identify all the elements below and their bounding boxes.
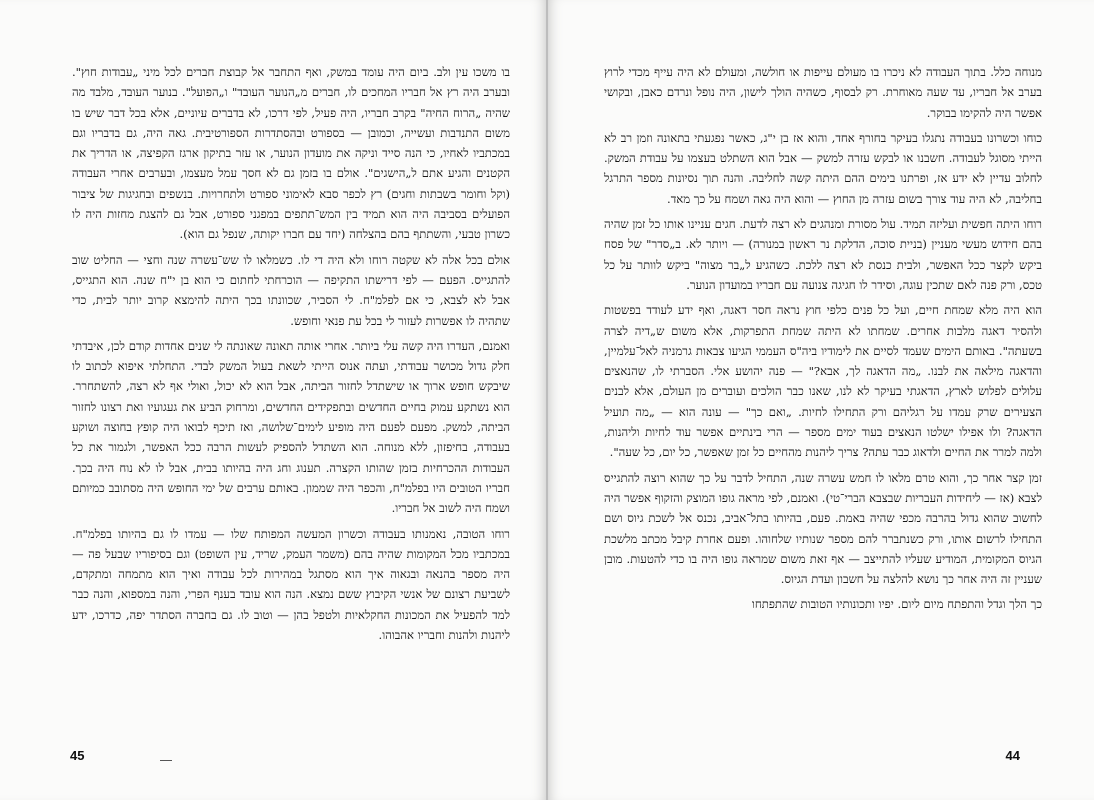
right-page (548, 0, 1094, 800)
left-page-text (72, 62, 510, 650)
left-page (0, 0, 546, 800)
paragraph: רוחו היתה חפשית ועליזה תמיד. עול מסורת ומנהגים לא רצה לדעת. חגים עניינו אותו כל זמן שהיה בהם חידוש מעשי מעניין (בניית סוכה, הדלקת נר ראשון במנורה) — ויותר לא. ב„סדר" של פסח ביקש לקצר ככל האפשר, ולבית כנסת לא רצה ללכת. כשהגיע ל„בר מצוה" ביקש לוותר על כל טכס, ורק פנה לאם שתכין עוגה, וסידר לו חגיגה צנועה עם חבריו במועדון הנוער. (604, 217, 1042, 292)
page-number: 44 (1005, 748, 1020, 763)
paragraph: זמן קצר אחר כך, והוא טרם מלאו לו חמש עשרה שנה, התחיל לדבר על כך שהוא רוצה להתגייס לצבא (אז — ליחידות העבריות שבצבא הברי־טי). ואמנם, לפי מראה גופו המוצק והזקוף אפשר היה לחשוב שהוא גדול בהרבה מכפי שהיה באמת. פעם, בהיותו בתל־אביב, נכנס אל לשכת גיוס ושם התחילו לרשום אותו, ורק כשנתברר להם מספר שנותיו שלחוהו. ופעם אחרת קיבל מכתב מלשכת הגיוס המקומית, המודיע שעליו להתייצב — אף זאת משום שמראה גופו היה בו כדי להטעות. מובן שעניין זה היה אחר כך נושא להלצה על חשבון ועדת הגיוס. (604, 470, 1042, 587)
paragraph: אולם בכל אלה לא שקטה רוחו ולא היה די לו. כשמלאו לו שש־עשרה שנה וחצי — החליט שוב להתגייס. הפעם — לפי דרישתו התקיפה — הוכרחתי לחתום כי הוא בן י"ח שנה. הוא התגייס, אבל לא לצבא, כי אם לפלמ"ח. לי הסביר, שכוונתו בכך היתה להימצא קרוב יותר לבית, כדי שתהיה לו אפשרות לעזור לי בכל עת פנאי וחופש. (72, 252, 510, 328)
paragraph: ואמנם, העדרו היה קשה עלי ביותר. אחרי אותה תאונה שאונתה לי שנים אחדות קודם לכן, איבדתי חלק גדול מכושר עבודתי, ועתה אנוס הייתי לשאת בעול המשק לבדי. התחלתי איפוא לכתוב לו שיבקש חופש ארוך או שישתדל לחזור הביתה, אבל הוא לא יכול, ואולי אף לא רצה, להשתחרר. הוא נשתקע עמוק בחיים החדשים ובתפקידים החדשים, ומרחוק הביע את געגועיו ואת רצונו לחזור הביתה, למשק. מפעם לפעם היה מופיע לימים־שלושה, ואז תיכף לבואו היה קופץ בחוצה ושוקע בעבודה, בחיפזון, ללא מנוחה. הוא השתדל להספיק לעשות הרבה ככל האפשר, ולגמור את כל העבודות ההכרחיות בזמן שהותו הקצרה. תענוג וחג היה בהיותו בבית, אבל לו לא נוח היה בכך. חבריו הטובים היו בפלמ"ח, והכפר היה שממון. באותם ערבים של ימי החופש היה מסתובב כמיותם ושמח היה לשוב אל חבריו. (72, 338, 510, 516)
right-page-text (604, 62, 1042, 620)
paragraph: כוחו וכשרונו בעבודה נתגלו בעיקר בחורף אחד, והוא אז בן י"ג, כאשר נפגעתי בתאונה וזמן רב לא הייתי מסוגל לעבודה. חשבנו או לבקש עזרה למשק — אבל הוא השתלט בעצמו על עבודת המשק. לחלוב עדיין לא ידע אז, ופרתנו בימים ההם היתה קשה לחליבה. והנה תוך נסיונות מספר התרגל בחליבה, לא היה עוד צורך בשום עזרה מן החוץ — והוא היה גאה ושמח על כך מאד. (604, 130, 1042, 206)
page-number: 45 (70, 748, 85, 763)
paragraph: כך הלך וגדל והתפתח מיום ליום. יפיו ותכונותיו הטובות שהתפתחו (751, 597, 1042, 612)
paragraph: הוא היה מלא שמחת חיים, ועל כל פנים כלפי חוץ נראה חסר דאגה, ואף ידע לעודד בפשטות ולהסיר דאגה מלבות אחרים. שמחתו לא היתה שמחת התפרקות, אלא משום ש„דיה לצרה בשעתה". באותם הימים שעמד לסיים את לימודיו ביה"ס העממי הגיעו צבאות גרמניה לאל־עלמיין, והדאגה מילאה את לבנו. „מה הדאגה לך, אבא?" — פנה יהושע אלי. הסברתי לו, שהנאצים עלולים לפלוש לארץ, הדאגתי בעיקר לא לנו, שאנו כבר הולכים ועוברים מן העולם, אלא לבנים הצעירים שרק עמדו על רגליהם ורק התחילו לחיות. „ואם כך" — עונה הוא — „מה תועיל הדאגה? ולו אפילו ישלטו הנאצים בעוד ימים מספר — הרי בינתיים אפשר עוד לחיות וליהנות, ולמה למרר את החיים ולדאוג כבר עתה? צריך ליהנות מהחיים כל זמן שאפשר, כל יום, כל שעה". (604, 303, 1042, 460)
paragraph: מנוחה כלל. בתוך העבודה לא ניכרו בו מעולם עייפות או חולשה, ומעולם לא היה עייף מכדי לרוץ בערב אל חבריו, עד שעה מאוחרת. רק לבסוף, כשהיה הולך לישון, היה נופל ונרדם כאבן, ובקושי אפשר היה להקימו בבוקר. (604, 65, 1042, 120)
divider-mark (160, 760, 172, 761)
paragraph: בו משכו עין ולב. ביום היה עומד במשק, ואף התחבר אל קבוצת חברים לכל מיני „עבודות חוץ". ובערב היה רץ אל חבריו המחכים לו, חברים מ„הנוער העובד" ו„הפועל". בנוער העובד, מלבד מה שהיה „הרוח החיה" בקרב חבריו, היה פעיל, לפי דרכו, לא בדברים עיוניים, אלא בכל דבר שיש בו משום התנדבות ועשייה, וכמובן — בספורט ובהסתדרות הספורטיבית. גאה היה, גם בדבריו וגם במכתביו לאחיו, כי הנה סייד וניקה את מועדון הנוער, או עזר בתיקון ארגז הקפיצה, או הדריך את הקטנים והגיע אתם ל„הישגים". אולם בו בזמן גם לא חסך עמל מעצמו, ובערבים אחרי העבודה (וקל וחומר בשבתות וחגים) רץ לכפר סבא לאימוני ספורט ולתחרויות. בנשפים ובחגיגות של ציבור הפועלים בסביבה היה הוא תמיד בין המש־תתפים במפגני ספורט, אבל גם להצגת מחזות היה לו כשרון טבעי, והשתתף בהם בהצלחה (יחד עם חברו יקותה, שנפל גם הוא). (72, 65, 510, 242)
paragraph: רוחו הטובה, נאמנותו בעבודה וכשרון המעשה המפותח שלו — עמדו לו גם בהיותו בפלמ"ח. במכתביו מכל המקומות שהיה בהם (משמר העמק, שריד, עין השופט) וגם בסיפוריו שבעל פה — היה מספר בהנאה ובגאוה איך הוא מסתגל במהירות לכל עבודה ואיך הוא מתמחה ומתקדם, לשביעת רצונם של אנשי הקיבוץ ששם נמצא. הנה הוא עובד בענף הפרי, והנה במספוא, והנה כבר למד להפעיל את המכונות החקלאיות ולטפל בהן — וטוב לו. גם בחברה הסתדר יפה, כדרכו, ידע ליהנות ולהנות וחבריו אהבוהו. (72, 526, 510, 643)
